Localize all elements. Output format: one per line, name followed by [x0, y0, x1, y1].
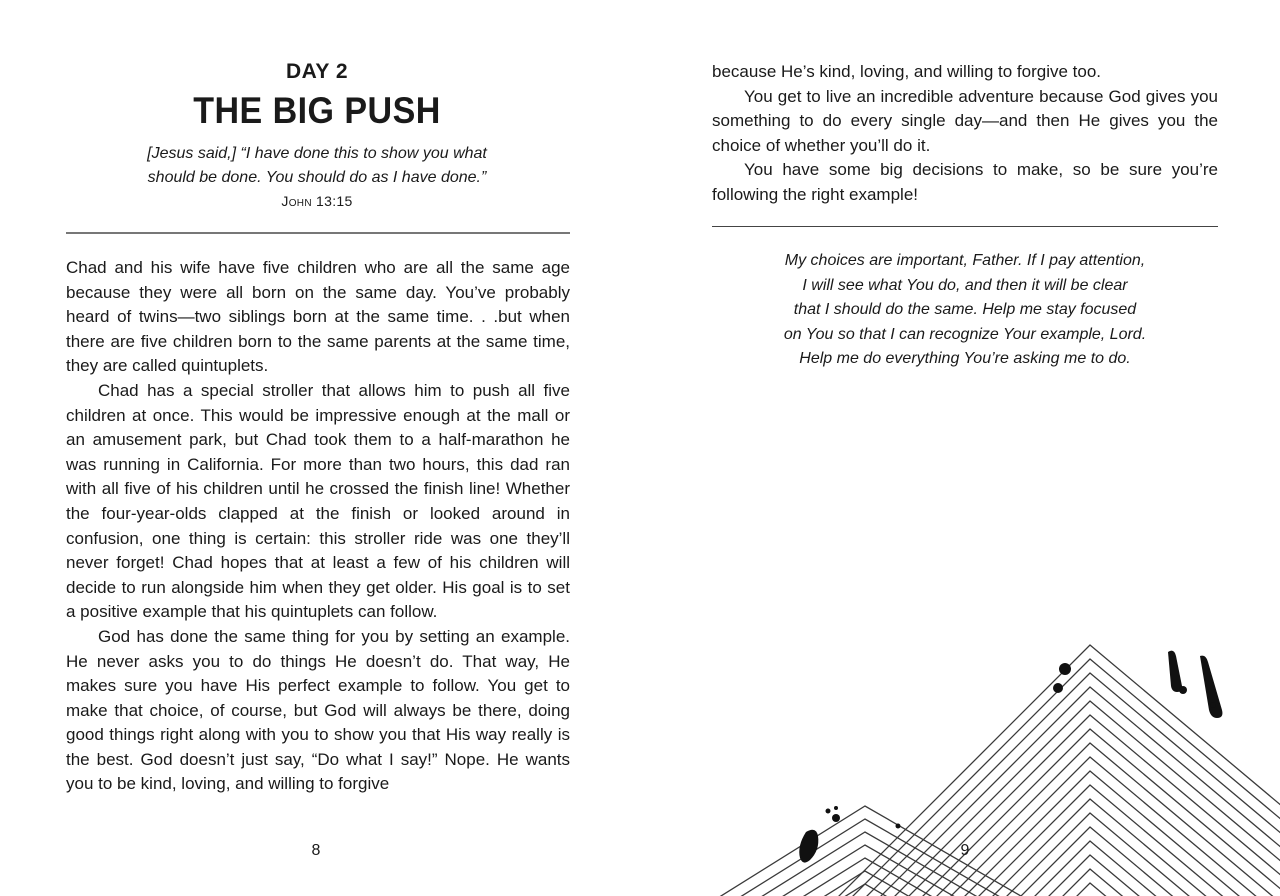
right-page — [640, 0, 1280, 896]
page-title: THE BIG PUSH — [193, 90, 441, 131]
paragraph: You get to live an incredible adventure because God gives you something to do every single day—and then He gives you the choice of whether you’ll do it. — [712, 86, 1218, 155]
paragraph: God has done the same thing for you by setting an example. He never asks you to do things He doesn’t do. That way, He makes sure you have His perfect example to follow. You get to make that choice, of course, but God will always be there, doing good things right along with you to show you that His way really is the best. God doesn’t just say, “Do what I say!” Nope. He wants you to be kind, loving, and willing to forgive — [66, 626, 570, 794]
prayer-line: on You so that I can recognize Your example, Lord. — [783, 325, 1147, 343]
paragraph: You have some big decisions to make, so be sure you’re following the right example! — [712, 160, 1218, 204]
day-label: DAY 2 — [285, 60, 349, 83]
devotional-body-continued — [712, 60, 1218, 208]
page-number: 9 — [960, 842, 970, 859]
verse-line: [Jesus said,] “I have done this to show you what — [147, 145, 487, 162]
paragraph: because He’s kind, loving, and willing to forgive too. — [712, 62, 1102, 81]
prayer-line: Help me do everything You’re asking me to do. — [799, 350, 1131, 367]
divider — [712, 226, 1218, 227]
devotional-body — [66, 256, 570, 797]
paragraph: Chad has a special stroller that allows him to push all five children at once. This would be impressive enough at the mall or an amusement park, but Chad took them to a half-marathon he was running in California. For more than two hours, this dad ran with all five of his children until he crossed the finish line! Whether the four-year-olds clapped at the finish or looked around in confusion, one thing is certain: this stroller ride was one they’ll never forget! Chad hopes that at least a few of his children will decide to run alongside him when they get older. His goal is to set a positive example that his quintuplets can follow. — [66, 380, 570, 622]
prayer-line: I will see what You do, and then it will be clear — [802, 276, 1128, 294]
verse-line: should be done. You should do as I have done.” — [147, 169, 487, 186]
divider — [66, 232, 570, 234]
paragraph: Chad and his wife have five children who are all the same age because they were all born on the same day. You’ve probably heard of twins—two siblings born at the same time. . .but when there are five children born to the same parents at the same time, they are called quintuplets. — [66, 258, 570, 376]
prayer-line: My choices are important, Father. If I pay attention, — [784, 252, 1146, 269]
verse-reference: John 13:15 — [281, 193, 353, 209]
page-number: 8 — [311, 842, 321, 859]
prayer-line: that I should do the same. Help me stay focused — [793, 301, 1137, 318]
prayer — [712, 249, 1218, 372]
ink-splatter — [799, 651, 1222, 863]
scripture-verse — [90, 142, 544, 190]
